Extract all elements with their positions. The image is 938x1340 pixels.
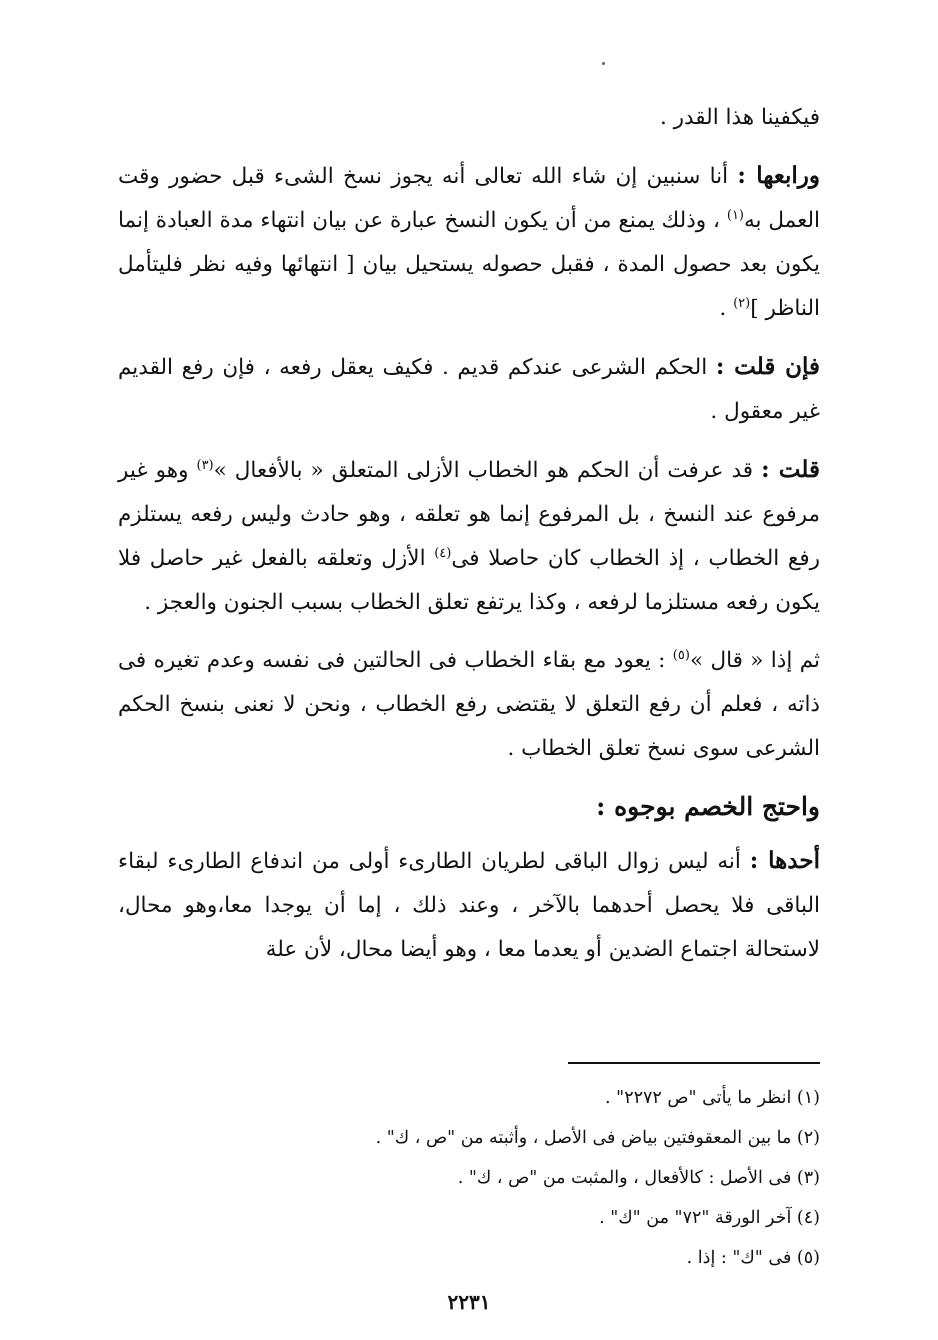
paragraph-lead: ورابعها : — [737, 162, 820, 189]
footnote-2: (٢) ما بين المعقوفتين بياض فى الأصل ، وأثبته من "ص ، ك" . — [375, 1128, 820, 1148]
paragraph-1 — [118, 96, 820, 140]
paragraph-lead: قلت : — [761, 456, 820, 483]
paragraph-text: . — [719, 296, 734, 321]
footnote-4: (٤) آخر الورقة "٧٢" من "ك" . — [599, 1208, 820, 1228]
page-body — [118, 96, 820, 986]
paragraph-4 — [118, 448, 820, 625]
footnote-3: (٣) فى الأصل : كالأفعال ، والمثبت من "ص ، ك" . — [457, 1168, 820, 1188]
paragraph-2 — [118, 154, 820, 331]
paragraph-text: ثم إذا « قال » — [689, 648, 820, 673]
section-heading: واحتج الخصم بوجوه : — [596, 792, 820, 821]
footnote-1: (١) انظر ما يأتى "ص ٢٢٧٢" . — [605, 1088, 820, 1108]
footnote-5: (٥) فى "ك" : إذا . — [686, 1248, 820, 1268]
paragraph-lead: أحدها : — [749, 847, 820, 874]
paragraph-text: أنه ليس زوال الباقى لطريان الطارىء أولى من اندفاع الطارىء لبقاء الباقى فلا يحصل أحدهما بالآخر ، وعند ذلك ، إما أن يوجدا معا،وهو محال، لاستحالة اجتماع الضدين أو يعدما معا ، وهو أيضا محال، لأن علة — [118, 849, 820, 962]
page-number: ٢٢٣١ — [447, 1290, 491, 1314]
paragraph-5 — [118, 639, 820, 771]
footnote-ref-4: (٤) — [434, 545, 452, 561]
scan-speck — [602, 62, 605, 65]
paragraph-text: وهو غير مرفوع عند النسخ ، بل المرفوع إنما هو تعلقه ، وهو حادث وليس رفعه يستلزم رفع الخطاب ، إذ الخطاب كان حاصلا فى — [118, 458, 820, 571]
paragraph-text: أنا سنبين إن شاء الله تعالى أنه يجوز نسخ الشىء قبل حضور وقت العمل به — [118, 164, 820, 233]
paragraph-3 — [118, 345, 820, 434]
paragraph-text: ، وذلك يمنع من أن يكون النسخ عبارة عن بيان انتهاء مدة العبادة إنما يكون بعد حصول المدة ، فقبل حصوله يستحيل بيان [ انتهائها وفيه نظر فليتأمل الناظر ] — [118, 208, 820, 321]
paragraph-text: الحكم الشرعى عندكم قديم . فكيف يعقل رفعه ، فإن رفع القديم غير معقول . — [118, 355, 820, 424]
paragraph-text: قد عرفت أن الحكم هو الخطاب الأزلى المتعلق « بالأفعال » — [213, 458, 762, 483]
footnote-ref-2: (٢) — [733, 295, 751, 311]
footnote-ref-1: (١) — [726, 207, 744, 223]
footnote-ref-5: (٥) — [672, 647, 690, 663]
paragraph-text: الأزل وتعلقه بالفعل غير حاصل فلا يكون رفعه مستلزما لرفعه ، وكذا يرتفع تعلق الخطاب بسبب الجنون والعجز . — [118, 546, 820, 615]
footnote-ref-3: (٣) — [196, 457, 214, 473]
paragraph-text: : يعود مع بقاء الخطاب فى الحالتين فى نفسه وعدم تغيره فى ذاته ، فعلم أن رفع التعلق لا يقتضى رفع الخطاب ، ونحن لا نعنى بنسخ الحكم الشرعى سوى نسخ تعلق الخطاب . — [118, 648, 820, 761]
paragraph-lead: فإن قلت : — [715, 353, 820, 380]
footnotes — [118, 1078, 820, 1278]
paragraph-6 — [118, 839, 820, 972]
footnote-divider — [568, 1062, 820, 1064]
paragraph-text: فيكفينا هذا القدر . — [659, 105, 820, 130]
